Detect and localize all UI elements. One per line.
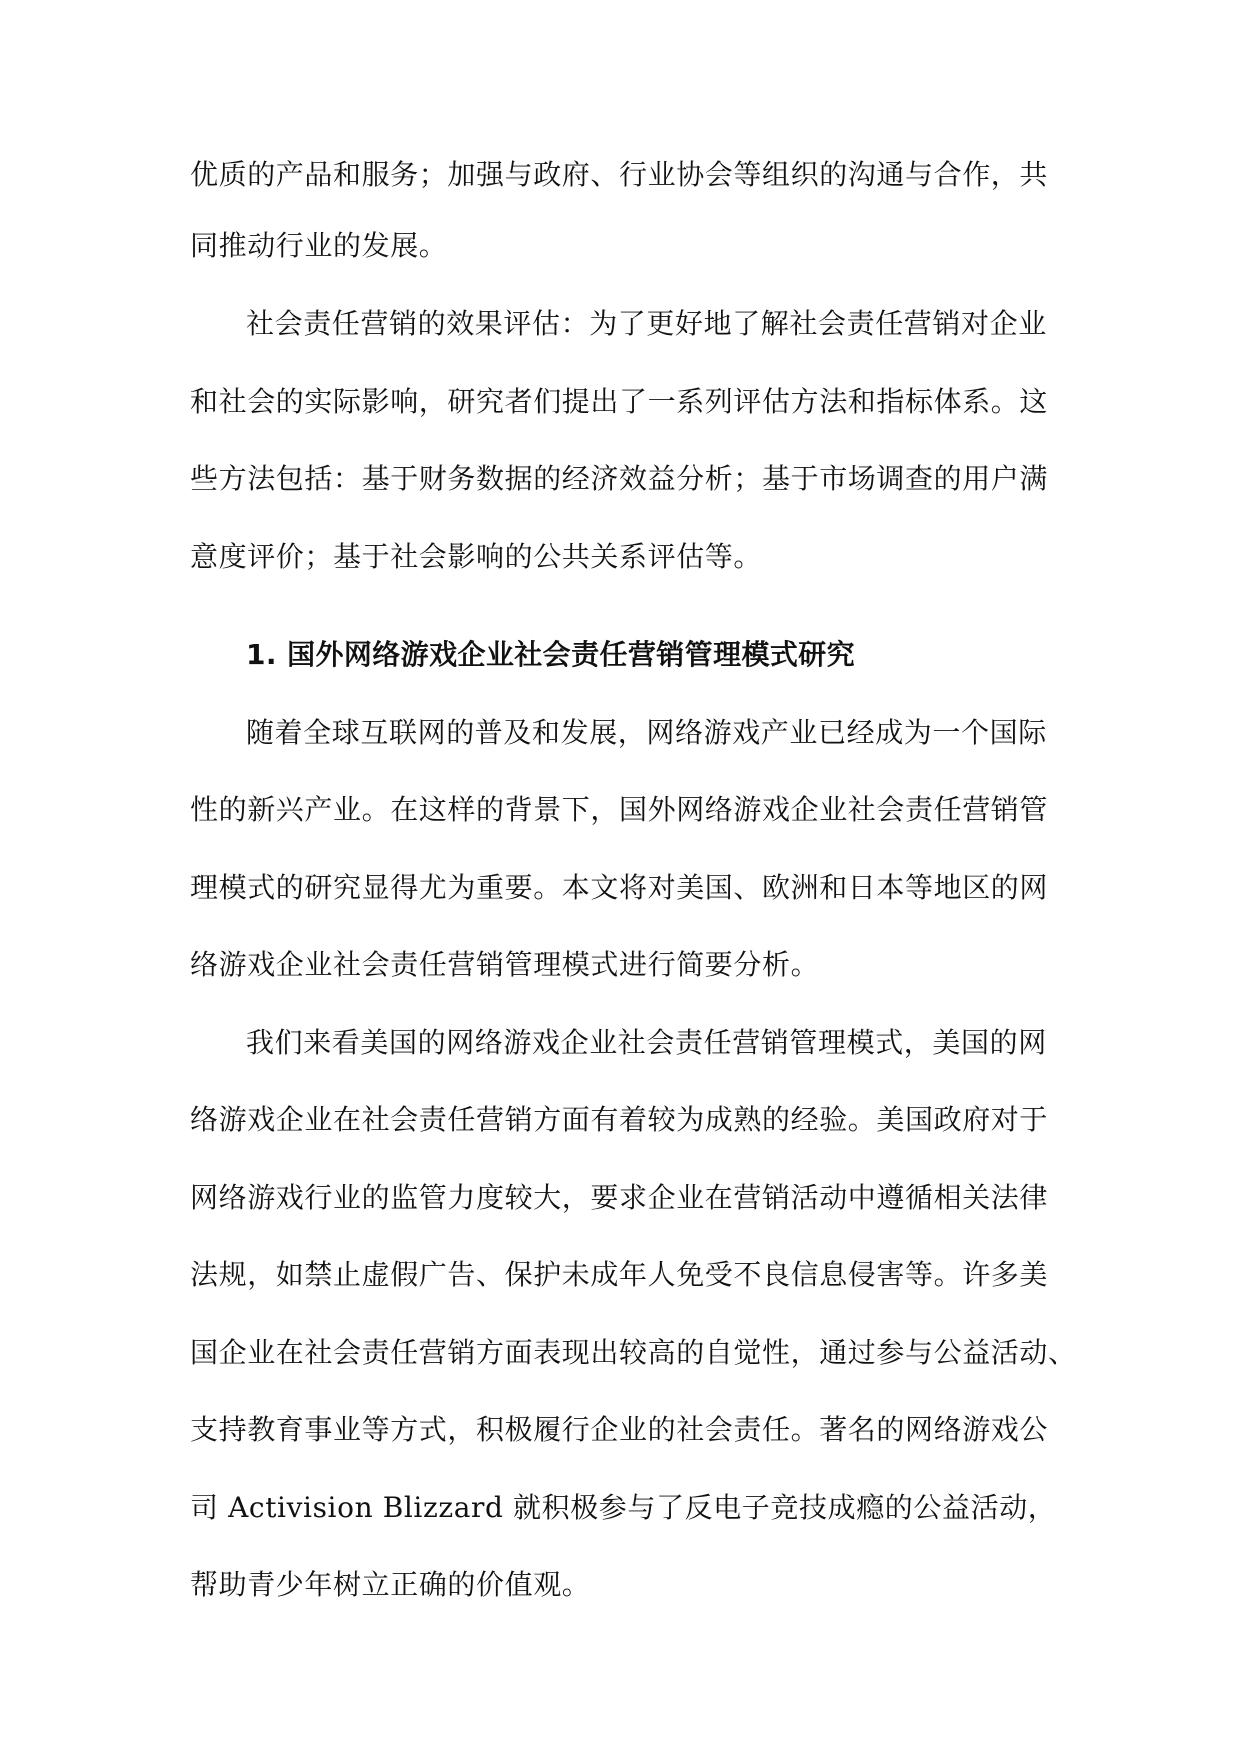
paragraph-line: 优质的产品和服务；加强与政府、行业协会等组织的沟通与合作，共 [190,158,1049,191]
paragraph-line: 司 Activision Blizzard 就积极参与了反电子竞技成瘾的公益活动， [190,1491,1057,1524]
paragraph-line: 络游戏企业在社会责任营销方面有着较为成熟的经验。美国政府对于 [190,1103,1049,1136]
paragraph-line: 性的新兴产业。在这样的背景下，国外网络游戏企业社会责任营销管 [190,793,1049,826]
paragraph-line: 同推动行业的发展。 [190,229,448,262]
paragraph-line: 法规，如禁止虚假广告、保护未成年人免受不良信息侵害等。许多美 [190,1258,1049,1291]
paragraph-line: 和社会的实际影响，研究者们提出了一系列评估方法和指标体系。这 [190,385,1049,418]
paragraph-line: 络游戏企业社会责任营销管理模式进行简要分析。 [190,948,820,981]
paragraph-line: 我们来看美国的网络游戏企业社会责任营销管理模式，美国的网 [246,1026,1047,1059]
paragraph-line: 国企业在社会责任营销方面表现出较高的自觉性，通过参与公益活动、 [190,1336,1077,1369]
section-heading: 1. 国外网络游戏企业社会责任营销管理模式研究 [246,638,856,671]
paragraph-line: 些方法包括：基于财务数据的经济效益分析；基于市场调查的用户满 [190,462,1049,495]
paragraph-line: 意度评价；基于社会影响的公共关系评估等。 [190,540,763,573]
paragraph-line: 理模式的研究显得尤为重要。本文将对美国、欧洲和日本等地区的网 [190,871,1049,904]
paragraph-line: 帮助青少年树立正确的价值观。 [190,1568,591,1601]
paragraph-line: 网络游戏行业的监管力度较大，要求企业在营销活动中遵循相关法律 [190,1181,1049,1214]
paragraph-line: 社会责任营销的效果评估：为了更好地了解社会责任营销对企业 [246,307,1047,340]
paragraph-line: 支持教育事业等方式，积极履行企业的社会责任。著名的网络游戏公 [190,1413,1049,1446]
paragraph-line: 随着全球互联网的普及和发展，网络游戏产业已经成为一个国际 [246,716,1047,749]
